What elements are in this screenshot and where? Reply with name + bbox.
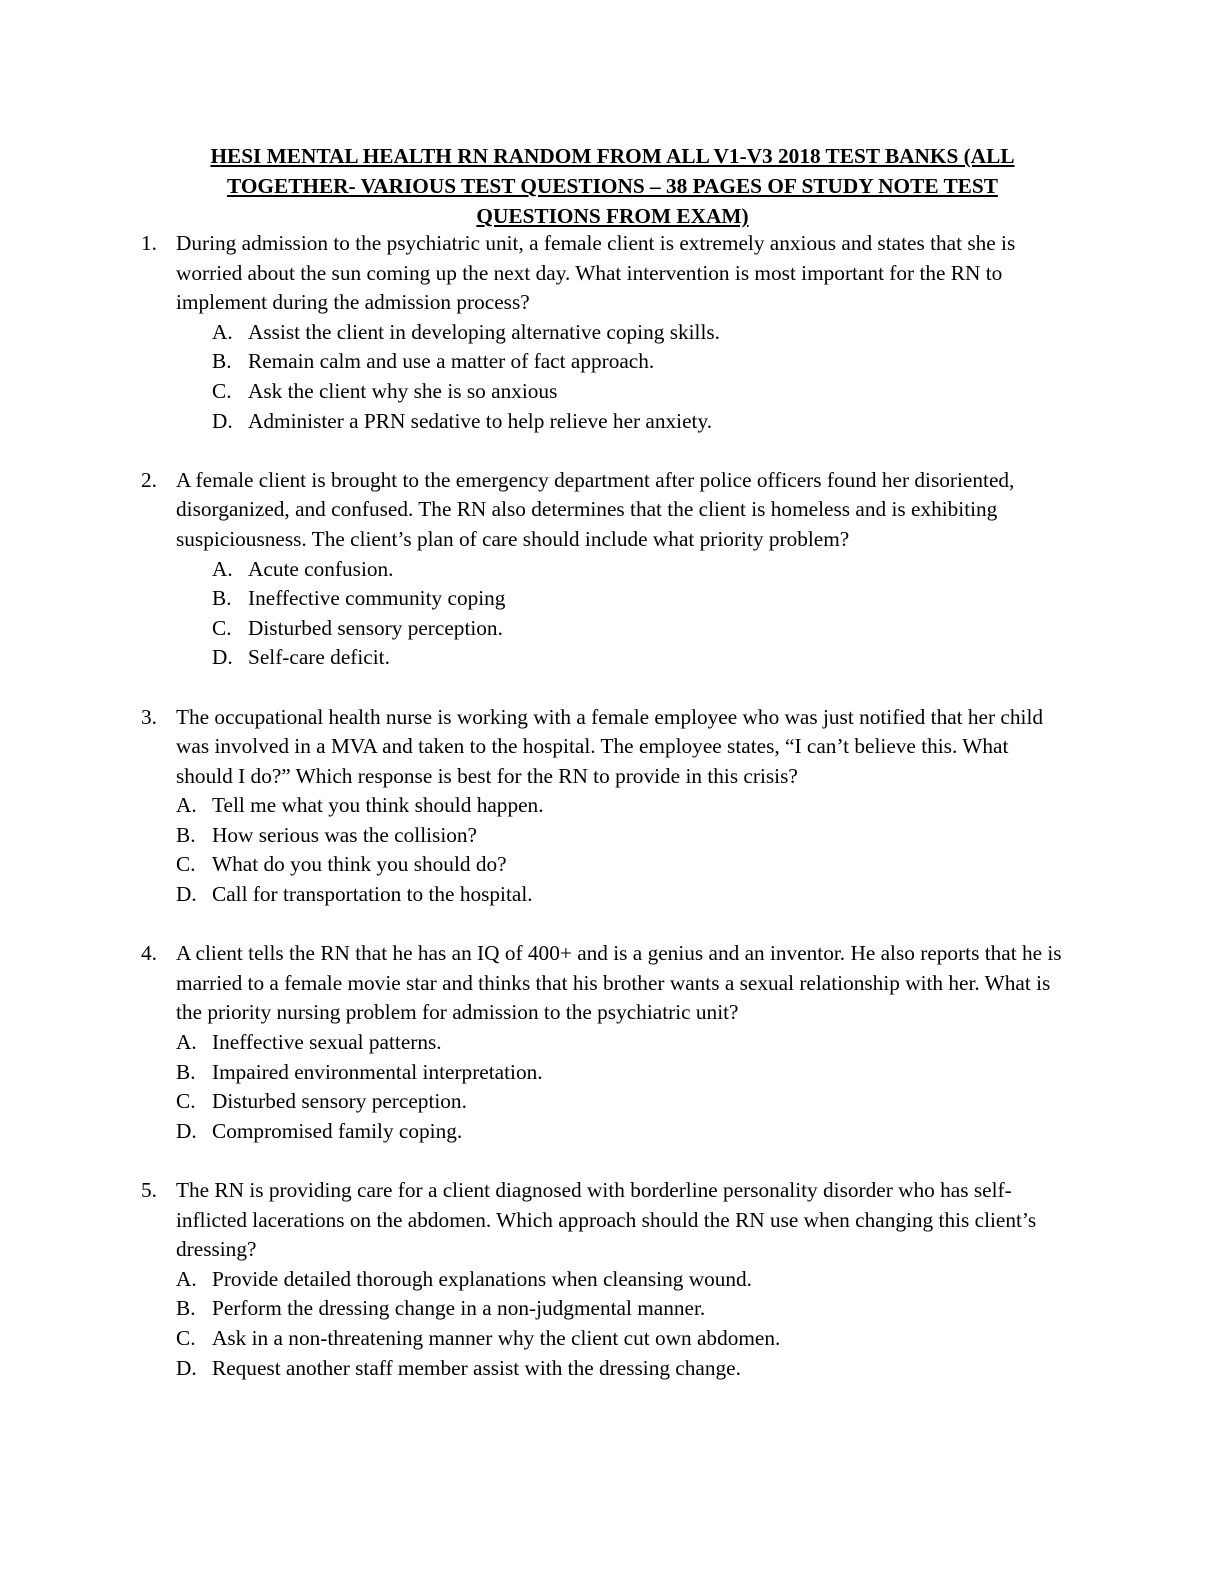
option-letter: C.	[212, 615, 232, 640]
option-text: Assist the client in developing alternative coping skills.	[248, 319, 720, 344]
option-letter: D.	[212, 645, 233, 670]
answer-option-d	[0, 1354, 1224, 1384]
answer-options	[0, 1265, 1224, 1383]
answer-options	[0, 555, 1224, 673]
question-3	[0, 703, 1224, 910]
answer-option-d	[0, 1117, 1224, 1147]
answer-option-d	[0, 407, 1224, 437]
option-letter: A.	[176, 793, 197, 818]
question-text: The occupational health nurse is working with a female employee who was just notified that her child was involved in a MVA and taken to the hospital. The employee states, “I can’t believe this. What should I do?” Which response is best for the RN to provide in this crisis?	[176, 704, 1044, 788]
option-text: Call for transportation to the hospital.	[212, 882, 533, 907]
option-letter: C.	[212, 378, 232, 403]
answer-option-a	[0, 318, 1224, 348]
option-text: Ineffective sexual patterns.	[212, 1030, 442, 1055]
answer-option-b	[0, 821, 1224, 851]
question-2	[0, 466, 1224, 673]
option-text: Self-care deficit.	[248, 645, 390, 670]
option-text: Disturbed sensory perception.	[212, 1089, 467, 1114]
option-letter: D.	[176, 882, 197, 907]
option-letter: C.	[176, 1325, 196, 1350]
option-letter: A.	[212, 319, 233, 344]
option-letter: D.	[212, 408, 233, 433]
answer-option-a	[0, 1265, 1224, 1295]
title-line: QUESTIONS FROM EXAM)	[476, 204, 749, 228]
question-5	[0, 1176, 1224, 1383]
question-text: The RN is providing care for a client diagnosed with borderline personality disorder who has self-inflicted lacerations on the abdomen. Which approach should the RN use when changing this client’s dressing?	[176, 1178, 1037, 1262]
option-letter: C.	[176, 852, 196, 877]
option-text: Request another staff member assist with the dressing change.	[212, 1355, 741, 1380]
option-text: Perform the dressing change in a non-judgmental manner.	[212, 1296, 706, 1321]
question-number: 1.	[141, 231, 157, 255]
question-4	[0, 939, 1224, 1146]
option-text: Ask in a non-threatening manner why the client cut own abdomen.	[212, 1325, 781, 1350]
option-text: Impaired environmental interpretation.	[212, 1059, 543, 1084]
answer-option-b	[0, 1058, 1224, 1088]
option-text: Ask the client why she is so anxious	[248, 378, 558, 403]
option-text: Remain calm and use a matter of fact approach.	[248, 349, 655, 374]
option-text: Administer a PRN sedative to help relieve her anxiety.	[248, 408, 713, 433]
option-letter: B.	[212, 586, 232, 611]
answer-option-d	[0, 643, 1224, 673]
option-text: What do you think you should do?	[212, 852, 507, 877]
option-text: Acute confusion.	[248, 556, 394, 581]
answer-option-d	[0, 880, 1224, 910]
answer-option-a	[0, 555, 1224, 585]
question-text: A female client is brought to the emergency department after police officers found her disoriented, disorganized, and confused. The RN also determines that the client is homeless and is exhibiting suspiciousness. The client’s plan of care should include what priority problem?	[176, 467, 1015, 551]
question-number: 2.	[141, 467, 157, 492]
document-title	[130, 141, 1095, 231]
option-letter: A.	[212, 556, 233, 581]
option-letter: B.	[176, 1059, 196, 1084]
answer-options	[0, 318, 1224, 436]
question-list	[0, 229, 1224, 1413]
answer-option-c	[0, 1324, 1224, 1354]
option-text: Ineffective community coping	[248, 586, 506, 611]
option-letter: D.	[176, 1355, 197, 1380]
title-line: TOGETHER- VARIOUS TEST QUESTIONS – 38 PAGES OF STUDY NOTE TEST	[227, 174, 998, 198]
option-letter: A.	[176, 1030, 197, 1055]
question-text: A client tells the RN that he has an IQ of 400+ and is a genius and an inventor. He also reports that he is married to a female movie star and thinks that his brother wants a sexual relationship with her. What is the priority nursing problem for admission to the psychiatric unit?	[176, 941, 1062, 1025]
option-text: How serious was the collision?	[212, 822, 477, 847]
question-text: During admission to the psychiatric unit, a female client is extremely anxious and states that she is worried about the sun coming up the next day. What intervention is most important for the RN to implement during the admission process?	[176, 231, 1016, 315]
answer-option-a	[0, 1028, 1224, 1058]
option-letter: B.	[212, 349, 232, 374]
answer-options	[0, 791, 1224, 909]
option-letter: A.	[176, 1266, 197, 1291]
option-text: Tell me what you think should happen.	[212, 793, 544, 818]
answer-option-c	[0, 377, 1224, 407]
question-number: 3.	[141, 704, 157, 729]
option-text: Provide detailed thorough explanations when cleansing wound.	[212, 1266, 752, 1291]
question-number: 5.	[141, 1178, 157, 1202]
answer-option-b	[0, 1294, 1224, 1324]
answer-option-b	[0, 584, 1224, 614]
title-line: HESI MENTAL HEALTH RN RANDOM FROM ALL V1-V3 2018 TEST BANKS (ALL	[210, 144, 1015, 168]
option-letter: B.	[176, 1296, 196, 1321]
answer-option-c	[0, 614, 1224, 644]
option-letter: C.	[176, 1089, 196, 1114]
question-number: 4.	[141, 941, 157, 966]
question-1	[0, 229, 1224, 436]
option-letter: B.	[176, 822, 196, 847]
option-text: Compromised family coping.	[212, 1118, 463, 1143]
answer-option-b	[0, 347, 1224, 377]
answer-option-a	[0, 791, 1224, 821]
answer-options	[0, 1028, 1224, 1146]
option-text: Disturbed sensory perception.	[248, 615, 503, 640]
answer-option-c	[0, 1087, 1224, 1117]
answer-option-c	[0, 850, 1224, 880]
option-letter: D.	[176, 1118, 197, 1143]
